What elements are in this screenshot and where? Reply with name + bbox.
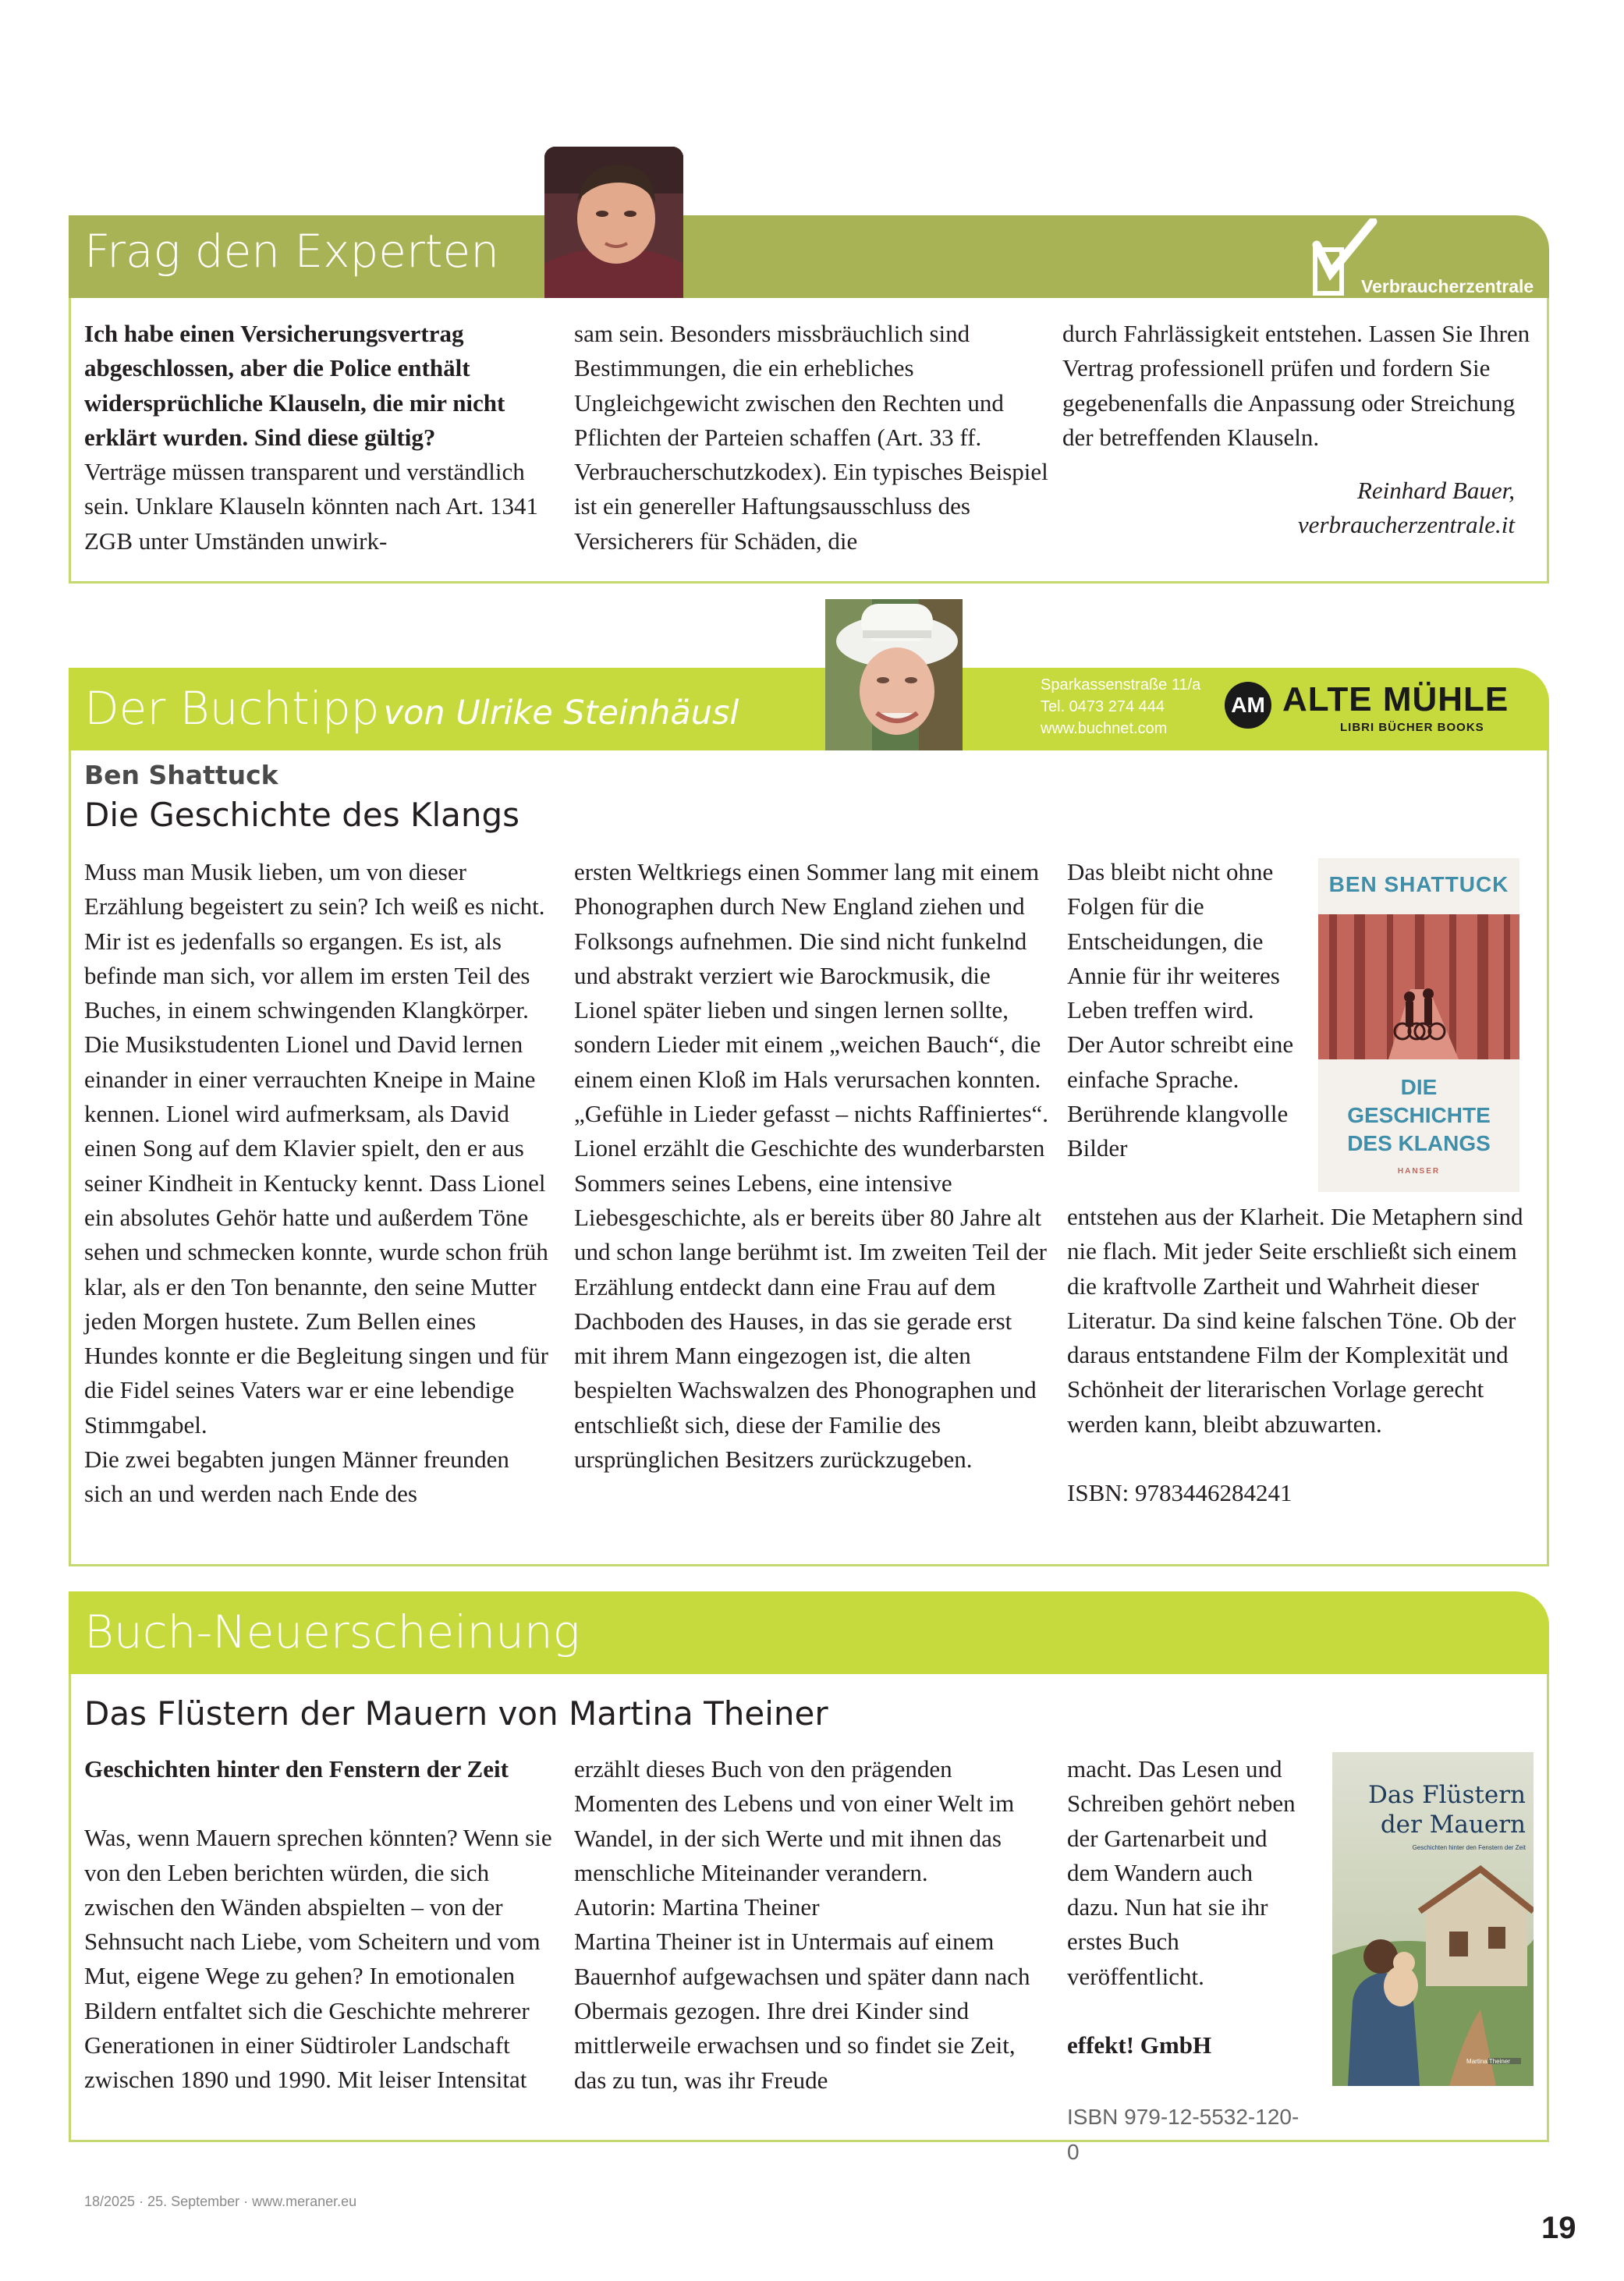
shop-info — [1041, 674, 1200, 740]
alte-muehle-tagline: LIBRI BÜCHER BOOKS — [1340, 721, 1484, 734]
buchtipp-text-3a: Das bleibt nicht ohne Folgen für die Entscheidungen, die Annie für ihr weiteres Leben treffen wird. — [1067, 858, 1280, 1024]
neu-lead: Geschichten hinter den Fenstern der Zeit — [84, 1755, 509, 1783]
footer-issue: 18/2025 · 25. September · www.meraner.eu — [84, 2194, 357, 2209]
neu-text-2c: Martina Theiner ist in Untermais auf einem Bauernhof aufgewachsen und später dann nach Obermais gezogen. Ihre drei Kinder sind mittlerweile erwachsen und so findet sie Zeit, das zu tun, was ihr Freude — [574, 1928, 1030, 2094]
verbraucherzentrale-logo-text: Verbraucherzentrale — [1361, 276, 1534, 296]
expert-author: Reinhard Bauer, — [1356, 477, 1515, 505]
expert-author-site[interactable]: verbraucherzentrale.it — [1297, 511, 1515, 539]
neu-headline: Das Flüstern der Mauern von Martina Theiner — [84, 1694, 828, 1733]
alte-muehle-logo — [1225, 677, 1509, 743]
buchtipp-col-3a — [1067, 855, 1309, 1166]
expert-question: Ich habe einen Versicherungsvertrag abgeschlossen, aber die Police enthält widersprüchliche Klauseln, die mir nicht erklärt wurden. Sind diese gültig? — [84, 320, 505, 451]
shop-address: Sparkassenstraße 11/a — [1041, 676, 1201, 694]
neu-col-3 — [1067, 1752, 1309, 2169]
verbraucherzentrale-logo — [1310, 218, 1544, 300]
book-cover-klang[interactable] — [1318, 858, 1519, 1192]
neu-text-2b: Autorin: Martina Theiner — [574, 1893, 820, 1921]
mauern-cover-subtitle: Geschichten hinter den Fenstern der Zeit — [1412, 1844, 1526, 1851]
expert-portrait — [544, 147, 683, 298]
neu-publisher: effekt! GmbH — [1067, 2031, 1212, 2059]
cover-forest-illustration — [1318, 914, 1519, 1059]
mauern-cover-author: Martina Theiner — [1466, 2058, 1510, 2065]
neu-col-1 — [84, 1752, 552, 2098]
buchtipp-section-title — [84, 682, 739, 735]
cover-title: DIE GESCHICHTE DES KLANGS — [1347, 1075, 1491, 1155]
buchtipp-text-2: ersten Weltkriegs einen Sommer lang mit einem Phonographen durch New England ziehen und Folksongs aufnehmen. Die sind nicht funkelnd und abstrakt verziert wie Barockmusik, die Lionel später lieben und singen lernen sollte, sondern Lieder mit einem „weichen Bauch“, die einem einen Kloß im Hals verursachen konnten. „Gefühle in Lieder gefasst – nichts Raffiniertes“. Lionel erzählt die Geschichte des wunderbarsten Sommers seines Lebens, eine intensive Liebesgeschichte, als er bereits über 80 Jahre alt und schon lange berühmt ist. Im zweiten Teil der Erzählung entdeckt dann eine Frau auf dem Dachboden des Hauses, in das sie gerade erst mit ihrem Mann eingezogen ist, die alten bespielten Wachswalzen des Phonographen und entschließt sich, diese der Familie des ursprünglichen Besitzers zurückzugeben. — [574, 858, 1049, 1474]
buchtipp-col-1 — [84, 855, 552, 1512]
buchtipp-text-1b: Die zwei begabten jungen Männer freunden sich an und werden nach Ende des — [84, 1446, 509, 1508]
neu-col-2 — [574, 1752, 1050, 2098]
reviewer-portrait — [825, 599, 963, 750]
neu-isbn: ISBN 979-12-5532-120-0 — [1067, 2105, 1300, 2164]
neu-text-3: macht. Das Lesen und Schreiben gehört neben der Gartenarbeit und dem Wandern auch dazu. Nun hat sie ihr erstes Buch veröffentlicht. — [1067, 1755, 1296, 1990]
expert-col-2 — [574, 317, 1050, 559]
buchtipp-col-3b — [1067, 1200, 1535, 1510]
expert-col-1 — [84, 317, 557, 559]
buchtipp-byline: von Ulrike Steinhäusl — [383, 694, 739, 733]
neu-text-1: Was, wenn Mauern sprechen könnten? Wenn sie von den Leben berichten würden, die sich zwischen den Wänden abspielten – von der Sehnsucht nach Liebe, vom Scheitern und vom Mut, eigene Wege zu gehen? In emotionalen Bildern entfaltet sich die Geschichte mehrerer Generationen in einer Südtiroler Landschaft zwischen 1890 und 1990. Mit leiser Intensitat — [84, 1824, 552, 2094]
book-title: Die Geschichte des Klangs — [84, 796, 520, 834]
cover-author: BEN SHATTUCK — [1328, 872, 1509, 896]
book-cover-mauern[interactable] — [1332, 1752, 1534, 2086]
expert-answer-1: Verträge müssen transparent und verständlich sein. Unklare Klauseln könnten nach Art. 1341 ZGB unter Umständen unwirk- — [84, 458, 538, 555]
page-number: 19 — [1541, 2211, 1576, 2245]
shop-phone: Tel. 0473 274 444 — [1041, 698, 1165, 715]
buchtipp-title: Der Buchtipp — [84, 682, 380, 735]
expert-answer-3: durch Fahrlässigkeit entstehen. Lassen Sie Ihren Vertrag professionell prüfen und fordern Sie gegebenenfalls die Anpassung oder Streichung der betreffenden Klauseln. — [1062, 320, 1530, 451]
alte-muehle-mark: AM — [1225, 682, 1271, 729]
book-author: Ben Shattuck — [84, 760, 278, 790]
buchtipp-text-1a: Muss man Musik lieben, um von dieser Erzählung begeistert zu sein? Ich weiß es nicht. Mir ist es jedenfalls so ergangen. Es ist, als befinde man sich, vor allem im ersten Teil des Buches, in einem schwingenden Klangkörper. Die Musikstudenten Lionel und David lernen einander in einer verrauchten Kneipe in Maine kennen. Lionel wird aufmerksam, als David einen Song auf dem Klavier spielt, den er aus seiner Kindheit in Kentucky kennt. Dass Lionel ein absolutes Gehör hatte und außerdem Töne sehen und schmecken konnte, wurde schon früh klar, als er den Ton benannte, den seine Mutter jeden Morgen hustete. Zum Bellen eines Hundes konnte er die Begleitung singen und für die Fidel seines Vaters war er eine lebendige Stimmgabel. — [84, 858, 548, 1438]
expert-col-3 — [1062, 317, 1540, 543]
buchtipp-text-3b: Der Autor schreibt eine einfache Sprache. Berührende klangvolle Bilder — [1067, 1031, 1294, 1162]
buchtipp-col-2 — [574, 855, 1050, 1477]
buchtipp-isbn: ISBN: 9783446284241 — [1067, 1479, 1292, 1507]
neu-text-2a: erzählt dieses Buch von den prägenden Momenten des Lebens und von einer Welt im Wandel, in der sich Werte und mit ihnen das menschliche Miteinander verandern. — [574, 1755, 1015, 1886]
alte-muehle-name: ALTE MÜHLE — [1282, 680, 1509, 718]
buchtipp-text-3c: entstehen aus der Klarheit. Die Metaphern sind nie flach. Mit jeder Seite erschließt sich einem die kraftvolle Zartheit und Wahrheit dieser Literatur. Da sind keine falschen Töne. Ob der daraus entstandene Film der Komplexität und Schönheit der literarischen Vorlage gerecht werden kann, bleibt abzuwarten. — [1067, 1203, 1523, 1438]
cover-publisher: HANSER — [1397, 1167, 1441, 1176]
shop-website[interactable]: www.buchnet.com — [1041, 720, 1168, 737]
expert-answer-2: sam sein. Besonders missbräuchlich sind Bestimmungen, die ein erhebliches Ungleichgewicht zwischen den Rechten und Pflichten der Parteien schaffen (Art. 33 ff. Verbraucherschutzkodex). Ein typisches Beispiel ist ein genereller Haftungsausschluss des Versicherers für Schäden, die — [574, 320, 1048, 555]
expert-section-title: Frag den Experten — [84, 225, 499, 278]
neu-section-title: Buch-Neuerscheinung — [84, 1605, 580, 1658]
mauern-cover-title: Das Flüstern der Mauern — [1368, 1781, 1526, 1839]
